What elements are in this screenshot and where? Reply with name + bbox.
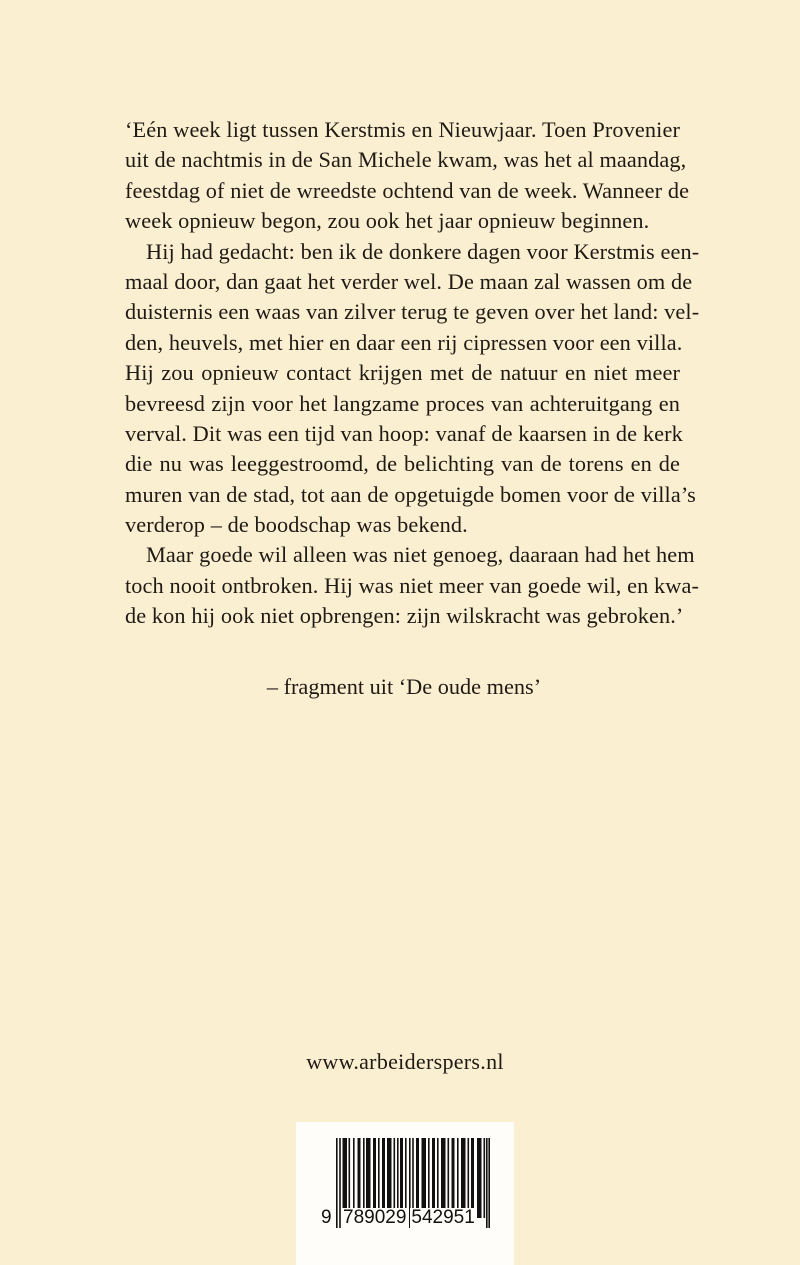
barcode-right-group: 542951 xyxy=(411,1207,475,1228)
barcode-lead-digit: 9 xyxy=(321,1207,332,1228)
excerpt-line: duisternis een waas van zilver terug te geven over het land: vel- xyxy=(125,299,700,325)
excerpt-line: den, heuvels, met hier en daar een rij cipressen voor een villa. xyxy=(125,329,683,355)
excerpt-line: die nu was leeggestroomd, de belichting van de torens en de xyxy=(125,451,680,477)
excerpt-line: verderop – de boodschap was bekend. xyxy=(125,512,468,538)
excerpt-line: Hij had gedacht: ben ik de donkere dagen voor Kerstmis een- xyxy=(146,238,700,264)
excerpt-line: muren van de stad, tot aan de opgetuigde bomen voor de villa’s xyxy=(125,481,696,507)
excerpt-line: maal door, dan gaat het verder wel. De maan zal wassen om de xyxy=(125,268,693,294)
excerpt-line: feestdag of niet de wreedste ochtend van de week. Wanneer de xyxy=(125,177,690,203)
excerpt-line: de kon hij ook niet opbrengen: zijn wilskracht was gebroken.’ xyxy=(125,603,684,629)
excerpt-line: Maar goede wil alleen was niet genoeg, daaraan had het hem xyxy=(146,542,695,568)
excerpt-line: toch nooit ontbroken. Hij was niet meer van goede wil, en kwa- xyxy=(125,572,699,598)
isbn-barcode xyxy=(296,1122,514,1265)
barcode-left-group: 789029 xyxy=(343,1207,407,1228)
excerpt-line: uit de nachtmis in de San Michele kwam, was het al maandag, xyxy=(125,147,687,173)
excerpt-text xyxy=(125,115,700,632)
attribution: – fragment uit ‘De oude mens’ xyxy=(266,674,542,699)
excerpt-line: verval. Dit was een tijd van hoop: vanaf de kaarsen in de kerk xyxy=(125,420,683,446)
excerpt-line: week opnieuw begon, zou ook het jaar opnieuw beginnen. xyxy=(125,208,650,234)
excerpt-line: ‘Eén week ligt tussen Kerstmis en Nieuwjaar. Toen Provenier xyxy=(125,117,680,142)
excerpt-line: bevreesd zijn voor het langzame proces van achteruitgang en xyxy=(125,390,680,416)
barcode-number xyxy=(321,1208,491,1228)
publisher-website: www.arbeiderspers.nl xyxy=(306,1049,504,1074)
excerpt-line: Hij zou opnieuw contact krijgen met de natuur en niet meer xyxy=(125,360,680,386)
